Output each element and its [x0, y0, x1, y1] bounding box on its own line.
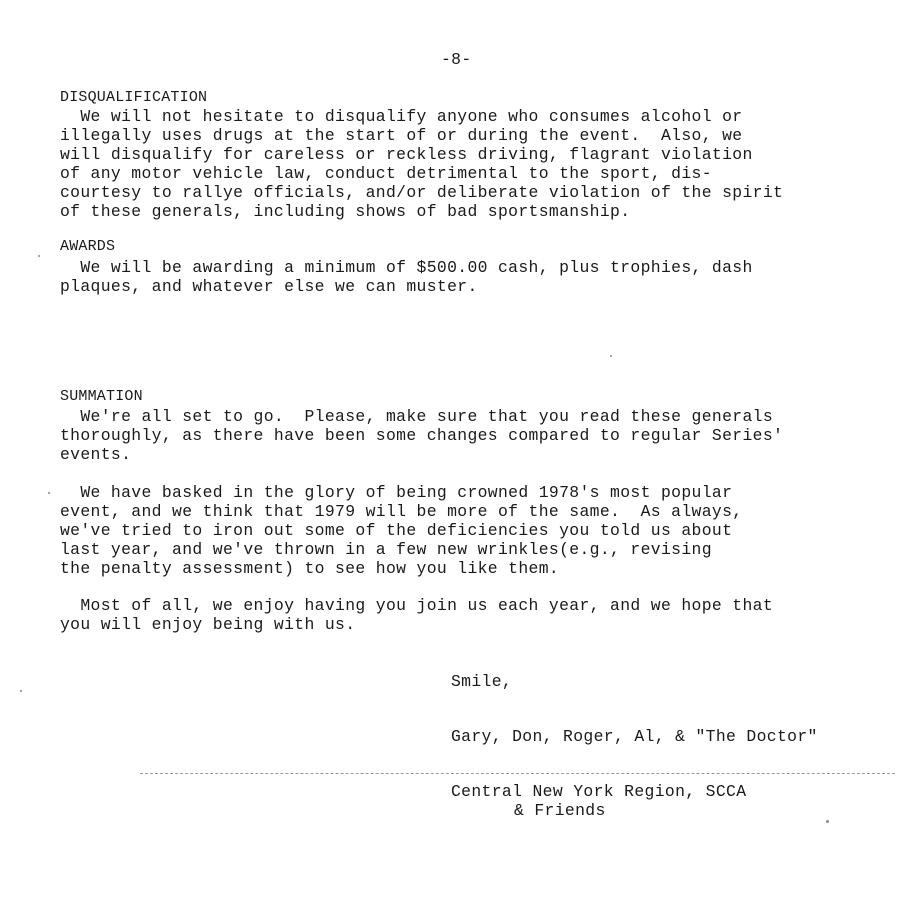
disqualification-line: illegally uses drugs at the start of or during the event. Also, we [60, 126, 743, 145]
summation-line: you will enjoy being with us. [60, 615, 356, 634]
closing-salutation: Smile, [451, 672, 513, 691]
summation-line: event, and we think that 1979 will be more of the same. As always, [60, 502, 743, 521]
summation-line: we've tried to iron out some of the deficiencies you told us about [60, 521, 733, 540]
disqualification-line: of any motor vehicle law, conduct detrimental to the sport, dis- [60, 164, 712, 183]
closing-signers: Gary, Don, Roger, Al, & "The Doctor" [451, 727, 818, 746]
summation-line: last year, and we've thrown in a few new wrinkles(e.g., revising [60, 540, 712, 559]
summation-line: the penalty assessment) to see how you like them. [60, 559, 560, 578]
disqualification-heading: DISQUALIFICATION [60, 89, 208, 106]
disqualification-line: will disqualify for careless or reckless driving, flagrant violation [60, 145, 753, 164]
page-number: -8- [441, 50, 472, 69]
closing-organization: Central New York Region, SCCA [451, 782, 747, 801]
summation-line: We're all set to go. Please, make sure that you read these generals [60, 407, 774, 426]
summation-line: thoroughly, as there have been some changes compared to regular Series' [60, 426, 784, 445]
awards-line: We will be awarding a minimum of $500.00 cash, plus trophies, dash [60, 258, 753, 277]
awards-line: plaques, and whatever else we can muster. [60, 277, 478, 296]
summation-line: events. [60, 445, 132, 464]
disqualification-line: courtesy to rallye officials, and/or deliberate violation of the spirit [60, 183, 784, 202]
summation-line: Most of all, we enjoy having you join us each year, and we hope that [60, 596, 774, 615]
disqualification-line: We will not hesitate to disqualify anyone who consumes alcohol or [60, 107, 743, 126]
scan-speck [826, 820, 829, 823]
awards-heading: AWARDS [60, 238, 116, 255]
scan-speck [20, 690, 22, 692]
scan-speck [610, 355, 612, 357]
disqualification-line: of these generals, including shows of bad sportsmanship. [60, 202, 631, 221]
summation-line: We have basked in the glory of being crowned 1978's most popular [60, 483, 733, 502]
dashed-divider [140, 773, 895, 774]
scan-speck [38, 255, 40, 257]
summation-heading: SUMMATION [60, 388, 143, 405]
scan-speck [48, 492, 50, 494]
closing-organization-sub: & Friends [514, 801, 606, 820]
